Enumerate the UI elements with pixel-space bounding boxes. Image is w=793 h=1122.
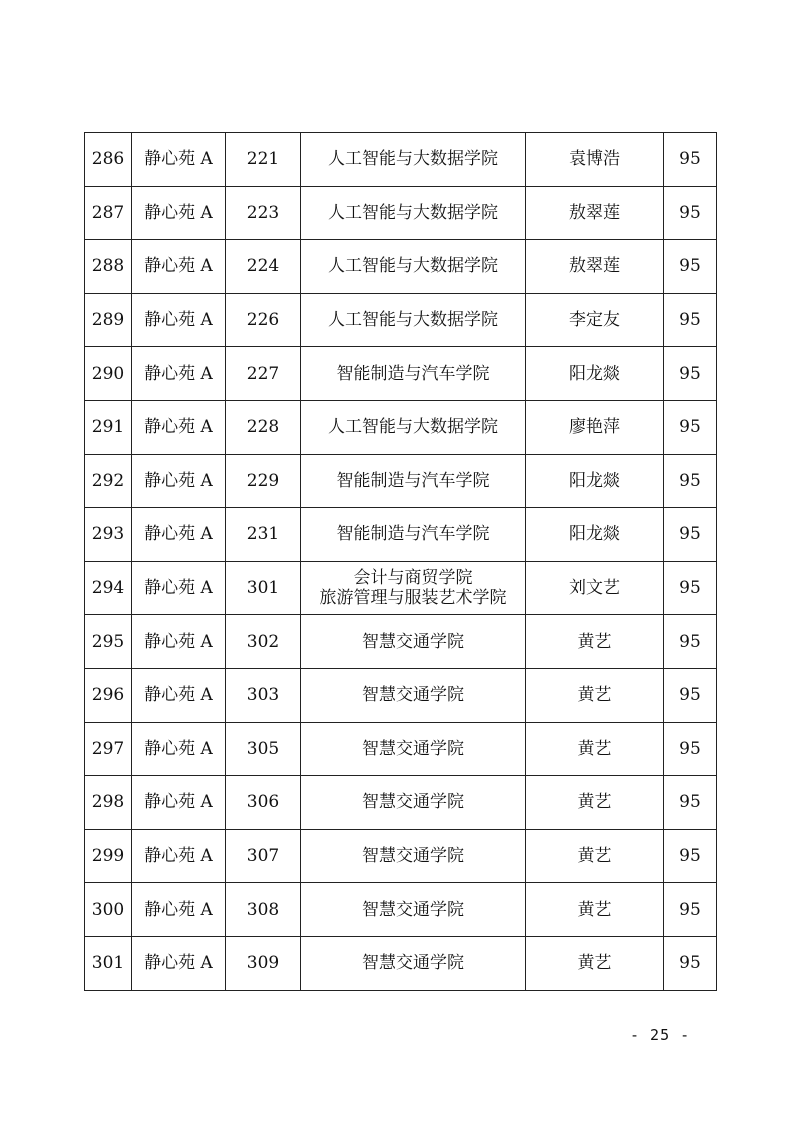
cell-number: 297	[85, 722, 132, 776]
cell-room: 305	[226, 722, 301, 776]
cell-room: 231	[226, 508, 301, 562]
college-line: 智慧交通学院	[362, 738, 464, 759]
cell-name: 阳龙燚	[526, 508, 664, 562]
cell-name: 袁博浩	[526, 133, 664, 187]
cell-room: 223	[226, 186, 301, 240]
cell-name: 黄艺	[526, 936, 664, 990]
cell-room: 309	[226, 936, 301, 990]
cell-number: 291	[85, 400, 132, 454]
cell-college	[301, 883, 526, 937]
cell-college	[301, 186, 526, 240]
college-line: 智慧交通学院	[362, 899, 464, 920]
cell-number: 301	[85, 936, 132, 990]
table-row	[85, 615, 717, 669]
college-line: 智能制造与汽车学院	[336, 524, 490, 545]
cell-score: 95	[664, 615, 717, 669]
college-line: 智能制造与汽车学院	[336, 470, 490, 491]
cell-score: 95	[664, 936, 717, 990]
college-line: 智慧交通学院	[362, 792, 464, 813]
college-line: 智慧交通学院	[362, 685, 464, 706]
cell-college	[301, 776, 526, 830]
cell-score: 95	[664, 400, 717, 454]
table-row	[85, 883, 717, 937]
cell-building: 静心苑 A	[132, 133, 226, 187]
cell-building: 静心苑 A	[132, 883, 226, 937]
cell-building: 静心苑 A	[132, 936, 226, 990]
cell-building: 静心苑 A	[132, 293, 226, 347]
cell-number: 286	[85, 133, 132, 187]
cell-room: 308	[226, 883, 301, 937]
cell-score: 95	[664, 508, 717, 562]
cell-number: 288	[85, 240, 132, 294]
cell-name: 敖翠莲	[526, 186, 664, 240]
cell-number: 298	[85, 776, 132, 830]
cell-number: 289	[85, 293, 132, 347]
college-line: 人工智能与大数据学院	[328, 149, 498, 170]
cell-score: 95	[664, 186, 717, 240]
cell-building: 静心苑 A	[132, 186, 226, 240]
cell-college	[301, 722, 526, 776]
table-row	[85, 400, 717, 454]
cell-name: 李定友	[526, 293, 664, 347]
table-row	[85, 133, 717, 187]
table-row	[85, 776, 717, 830]
cell-score: 95	[664, 561, 717, 615]
cell-college	[301, 293, 526, 347]
college-line: 人工智能与大数据学院	[328, 417, 498, 438]
college-line: 人工智能与大数据学院	[328, 202, 498, 223]
cell-room: 306	[226, 776, 301, 830]
cell-name: 黄艺	[526, 883, 664, 937]
cell-building: 静心苑 A	[132, 615, 226, 669]
table-row	[85, 240, 717, 294]
cell-name: 黄艺	[526, 776, 664, 830]
cell-college	[301, 240, 526, 294]
cell-name: 黄艺	[526, 615, 664, 669]
college-line: 人工智能与大数据学院	[328, 256, 498, 277]
cell-number: 292	[85, 454, 132, 508]
cell-college	[301, 454, 526, 508]
cell-college	[301, 400, 526, 454]
college-line: 会计与商贸学院	[353, 568, 473, 589]
cell-number: 294	[85, 561, 132, 615]
cell-college	[301, 133, 526, 187]
table-row	[85, 293, 717, 347]
table-row	[85, 186, 717, 240]
college-line: 人工智能与大数据学院	[328, 310, 498, 331]
table-row	[85, 936, 717, 990]
cell-college	[301, 508, 526, 562]
cell-number: 290	[85, 347, 132, 401]
cell-score: 95	[664, 776, 717, 830]
cell-room: 227	[226, 347, 301, 401]
cell-number: 287	[85, 186, 132, 240]
table-row	[85, 829, 717, 883]
cell-building: 静心苑 A	[132, 508, 226, 562]
table-row	[85, 347, 717, 401]
cell-building: 静心苑 A	[132, 240, 226, 294]
cell-name: 刘文艺	[526, 561, 664, 615]
cell-number: 299	[85, 829, 132, 883]
table-row	[85, 722, 717, 776]
table-row	[85, 454, 717, 508]
cell-room: 307	[226, 829, 301, 883]
cell-number: 293	[85, 508, 132, 562]
cell-score: 95	[664, 829, 717, 883]
cell-score: 95	[664, 883, 717, 937]
cell-name: 敖翠莲	[526, 240, 664, 294]
college-line: 智能制造与汽车学院	[336, 363, 490, 384]
cell-room: 301	[226, 561, 301, 615]
cell-name: 黄艺	[526, 722, 664, 776]
college-line: 智慧交通学院	[362, 631, 464, 652]
table-body	[85, 133, 717, 991]
cell-room: 229	[226, 454, 301, 508]
cell-building: 静心苑 A	[132, 347, 226, 401]
cell-room: 226	[226, 293, 301, 347]
cell-room: 302	[226, 615, 301, 669]
dormitory-score-table	[84, 132, 717, 991]
cell-score: 95	[664, 240, 717, 294]
cell-score: 95	[664, 454, 717, 508]
cell-room: 303	[226, 668, 301, 722]
cell-building: 静心苑 A	[132, 776, 226, 830]
cell-name: 阳龙燚	[526, 454, 664, 508]
cell-building: 静心苑 A	[132, 829, 226, 883]
college-line: 智慧交通学院	[362, 846, 464, 867]
cell-room: 228	[226, 400, 301, 454]
table-row	[85, 508, 717, 562]
cell-number: 295	[85, 615, 132, 669]
cell-score: 95	[664, 133, 717, 187]
cell-building: 静心苑 A	[132, 561, 226, 615]
cell-room: 221	[226, 133, 301, 187]
table-row	[85, 561, 717, 615]
college-line: 旅游管理与服装艺术学院	[319, 588, 507, 609]
college-line: 智慧交通学院	[362, 953, 464, 974]
cell-name: 黄艺	[526, 668, 664, 722]
cell-college	[301, 347, 526, 401]
cell-college	[301, 936, 526, 990]
cell-college	[301, 615, 526, 669]
cell-score: 95	[664, 668, 717, 722]
cell-building: 静心苑 A	[132, 722, 226, 776]
cell-score: 95	[664, 722, 717, 776]
table-row	[85, 668, 717, 722]
cell-number: 300	[85, 883, 132, 937]
cell-room: 224	[226, 240, 301, 294]
cell-name: 黄艺	[526, 829, 664, 883]
cell-building: 静心苑 A	[132, 454, 226, 508]
cell-score: 95	[664, 293, 717, 347]
cell-number: 296	[85, 668, 132, 722]
cell-college	[301, 829, 526, 883]
page-number: - 25 -	[630, 1026, 691, 1044]
cell-college	[301, 561, 526, 615]
cell-name: 阳龙燚	[526, 347, 664, 401]
cell-name: 廖艳萍	[526, 400, 664, 454]
cell-college	[301, 668, 526, 722]
cell-score: 95	[664, 347, 717, 401]
cell-building: 静心苑 A	[132, 668, 226, 722]
cell-building: 静心苑 A	[132, 400, 226, 454]
